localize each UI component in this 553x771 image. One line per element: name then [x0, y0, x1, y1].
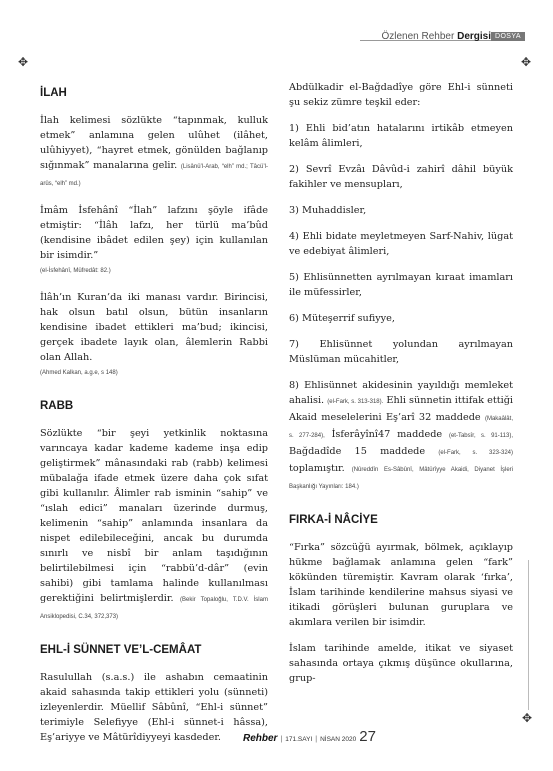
paragraph-text: toplamıştır. [289, 463, 345, 474]
footer-separator: | [280, 736, 283, 743]
list-item: 7) Ehlisünnet yolundan ayrılmayan Müslüman mücahitler, [289, 339, 513, 365]
paragraph [40, 203, 268, 279]
paragraph [40, 290, 268, 381]
paragraph [40, 426, 268, 625]
list-item: 1) Ehli bid’atın hatalarını irtikâb etmeyen kelâm âlimleri, [289, 123, 513, 149]
list-item: 2) Sevrî Evzâı Dâvûd-i zahirî dâhil büyük fakihler ve mensupları, [289, 164, 513, 190]
paragraph [40, 113, 268, 192]
left-column [40, 80, 268, 756]
paragraph-text: Rasulullah (s.a.s.) ile ashabın cemaatinin akaid sahasında takip ettikleri yolu (sünneti) izleyenlerdir. Müellif Sâbûnî, “Ehl-i sünnet” terimiyle Selefiyye (Ehl-i sünnet-i hâssa), Eş’ariyye ve Mâtürîdiyyeyi kasdeder. [40, 672, 268, 743]
paragraph-text: İmâm İsfehânî “İlah” lafzını şöyle ifâde etmiştir: “İlâh lafzı, her türlü ma’bûd (kendisine ibâdet edilen şey) için kullanılan bir isimdir.” [40, 205, 268, 261]
footer-separator: | [315, 736, 318, 743]
paragraph [40, 670, 268, 745]
heading-firka-i-naciye: FIRKA-İ NÂCİYE [289, 514, 378, 526]
source-citation: (Makaâlât, s. 277-284), [289, 416, 513, 439]
list-item: 5) Ehlisünnetten ayrılmayan kıraat imamları ile müfessirler, [289, 272, 513, 298]
heading-ilah: İLAH [40, 87, 67, 99]
paragraph-text: Bağdadîde 15 maddede [289, 446, 426, 457]
footer-date: NİSAN 2020 [320, 736, 357, 743]
source-citation: (Ahmed Kalkan, a.g.e, s 148) [40, 370, 118, 376]
paragraph: İslam tarihinde amelde, itikat ve siyaset sahasında ortaya çıkmış düşünce okullarına, grup- [289, 643, 513, 684]
paragraph-text: 8) Ehlisünnet akidesinin yayıldığı memleket ahalisi. [289, 380, 513, 406]
section-badge: DOSYA [491, 32, 525, 41]
margin-rule [528, 560, 529, 710]
heading-rabb: RABB [40, 400, 74, 412]
heading-ehl-i-sunnet: EHL-İ SÜNNET VE’L-CEMÂAT [40, 644, 202, 656]
source-citation: (Lisânü’l-Arab, “elh” md.; Tâcü’l-arûs, “elh” md.) [40, 164, 268, 187]
paragraph: Abdülkadir el-Bağdadîye göre Ehl-i sünneti şu sekiz zümre teşkil eder: [289, 82, 513, 108]
corner-ornament-icon: ✥ [18, 55, 29, 69]
paragraph-text: İlah kelimesi sözlükte “tapınmak, kulluk etmek” anlamına gelen ulûhet (ilâhet, ulûhiyyet), “hayret etmek, gönülden bağlanıp sığınmak” manalarına gelir. [40, 115, 268, 171]
corner-ornament-icon: ✥ [521, 55, 532, 69]
list-item [289, 378, 513, 495]
footer-issue: 171.SAYI [285, 736, 313, 743]
right-column [289, 80, 513, 697]
page-number: 27 [359, 728, 376, 745]
header-title-bold: Dergisi [457, 31, 491, 42]
source-citation: (el-İsfehânî, Müfredât: 82.) [40, 268, 111, 274]
paragraph-text: İsferâyînî47 maddede [331, 429, 443, 440]
page-footer [243, 726, 376, 746]
source-citation: (el-Fark, s. 313-318). [327, 399, 384, 405]
running-header [381, 31, 491, 42]
paragraph-text: Sözlükte “bir şeyi yetkinlik noktasına varıncaya kadar kademe kademe inşa edip geliştirmek” mânasındaki rab (rabb) kelimesi mübalağa ifade etmek üzere daha çok sıfat gibi kullanılır. Âlimler rab isminin “sahip” ve “ıslah edici” manaları üzerinde durmuş, kelimenin “sahip” anlamında insanlara da nispet edilebileceğini, ancak bu durumda sınırlı ve nisbî bir anlam taşıdığının belirtilebilmesi için “rabbü’d-dâr” (evin sahibi) gibi tamlama halinde kullanılması gerektiğini belirtmişlerdir. [40, 428, 268, 604]
source-citation: (el-Fark, s. 323-324) [438, 450, 513, 456]
header-title-prefix: Özlenen Rehber [381, 31, 458, 42]
paragraph: “Fırka” sözcüğü ayırmak, bölmek, açıklayıp hükme bağlamak anlamına gelen “fark” kökünden türemiştir. Kavram olarak ‘fırka’, İslam tarihinde kendilerine mahsus siyasi ve itikadi görüşleri bulunan guruplara ve akımlara verilen bir isimdir. [289, 542, 513, 628]
corner-ornament-icon: ✥ [522, 711, 533, 725]
list-item: 6) Müteşerrif sufiyye, [289, 313, 395, 324]
source-citation: (et-Tabsîr, s. 91-113), [448, 433, 513, 439]
footer-brand-logo: Rehber [243, 733, 278, 744]
paragraph-text: İlâh’ın Kuran’da iki manası vardır. Birincisi, hak olsun batıl olsun, bütün insanların kendisine ibadet ettikleri ma’bud; ikincisi, gerçek ibadete layık olan, âlemlerin Rabbi olan Allah. [40, 292, 268, 363]
source-citation: (Bekir Topaloğlu, T.D.V. İslam Ansiklopedisi, C.34, 372,373) [40, 597, 268, 620]
paragraph-text: Ehli sünnetin ittifak ettiği Akaid meselelerini Eş’arî 32 maddede [289, 395, 513, 423]
list-item: 4) Ehli bidate meyletmeyen Sarf-Nahiv, lügat ve edebiyat âlimleri, [289, 231, 513, 257]
list-item: 3) Muhaddisler, [289, 205, 367, 216]
source-citation: (Nûreddîn Es-Sâbûnî, Mâtürîyye Akaidi, Diyanet İşleri Başkanlığı Yayınları: 184.) [289, 467, 513, 490]
